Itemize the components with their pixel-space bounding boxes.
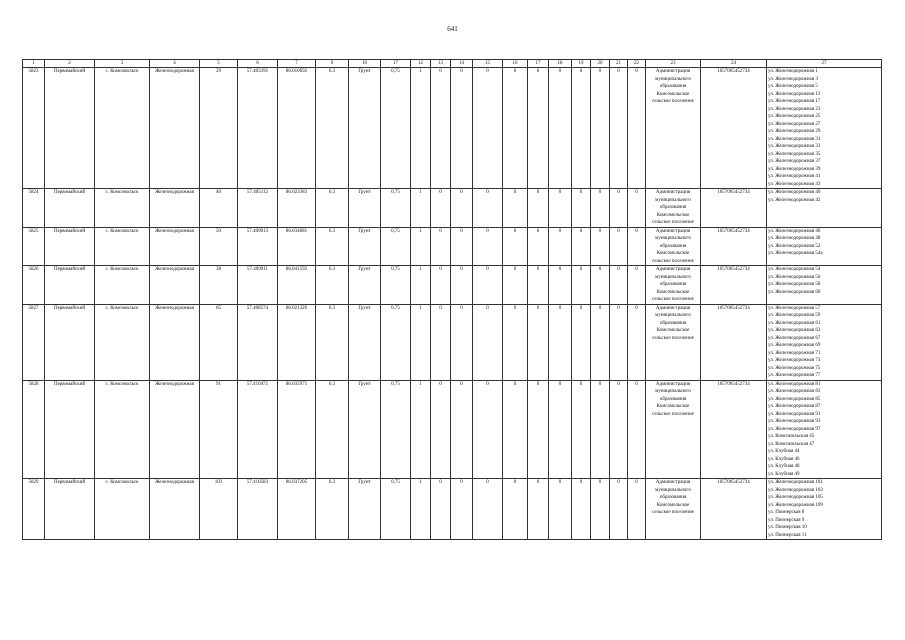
table-cell: 0 [572, 380, 591, 479]
address-item: ул. Железнодорожная 27 [768, 121, 821, 127]
column-number-header: 5 [200, 60, 238, 68]
table-cell: 0 [549, 189, 572, 228]
table-cell: Грунт [349, 227, 381, 266]
address-item: ул. Клубная 49 [768, 471, 800, 477]
address-item: ул. Железнодорожная 81 [768, 381, 821, 387]
table-cell: Первомайский [45, 479, 95, 540]
table-cell: Грунт [349, 479, 381, 540]
table-cell: 0 [451, 380, 473, 479]
table-cell: с. Комсомольск [95, 479, 150, 540]
table-cell: Первомайский [45, 266, 95, 305]
table-cell: 0 [628, 68, 646, 189]
table-cell: 0,75 [381, 479, 411, 540]
table-cell: 0 [610, 304, 628, 380]
table-cell: с. Комсомольск [95, 227, 150, 266]
table-cell: 6.3 [316, 68, 349, 189]
table-row [23, 380, 882, 479]
column-number-header: 22 [628, 60, 646, 68]
table-cell: 5823 [23, 68, 45, 189]
table-cell: 1057005452734 [701, 304, 767, 380]
table-cell: 0 [591, 227, 610, 266]
table-cell: 0 [610, 189, 628, 228]
table-cell: Администрация муниципального образования Комсомольское сельское поселение [646, 304, 701, 380]
table-cell: 0 [431, 68, 451, 189]
address-item: ул. Железнодорожная 37 [768, 159, 821, 164]
page-number: 641 [447, 25, 458, 33]
table-cell: 0 [591, 304, 610, 380]
table-cell: 1 [411, 266, 431, 305]
column-number-header: 15 [473, 60, 503, 68]
table-cell: 0 [503, 68, 528, 189]
table-cell: 86.021326 [278, 304, 316, 380]
address-item: ул. Железнодорожная 69 [768, 343, 821, 348]
table-cell: Железнодорожная [150, 266, 200, 305]
address-item: ул. Железнодорожная 17 [768, 99, 821, 104]
address-item: ул. Железнодорожная 1 [768, 69, 818, 74]
table-cell: 57.410583 [238, 479, 278, 540]
table-cell: с. Комсомольск [95, 380, 150, 479]
table-cell: 1057005452734 [701, 227, 767, 266]
table-cell: 86.037205 [278, 479, 316, 540]
address-item: ул. Клубная 48 [768, 464, 800, 469]
column-number-header: 18 [549, 60, 572, 68]
table-cell: 0,75 [381, 189, 411, 228]
address-item: ул. Железнодорожная 109 [768, 502, 823, 508]
table-cell: 57.409911 [238, 266, 278, 305]
table-cell: 86.041592 [278, 266, 316, 305]
table-cell: Железнодорожная [150, 380, 200, 479]
table-cell: 0 [528, 479, 549, 540]
address-item: ул. Железнодорожная 85 [768, 396, 821, 402]
table-row [23, 227, 882, 266]
table-cell: Первомайский [45, 189, 95, 228]
column-number-header: 16 [503, 60, 528, 68]
table-cell: 0 [528, 266, 549, 305]
address-list-cell [767, 227, 882, 266]
table-cell: 40 [200, 189, 238, 228]
table-cell: 65 [200, 304, 238, 380]
address-item: ул. Железнодорожная 31 [768, 136, 821, 142]
table-cell: 1 [411, 304, 431, 380]
table-cell: 1057005452734 [701, 380, 767, 479]
table-cell: 0 [473, 380, 503, 479]
address-item: ул. Пионерская 11 [768, 532, 807, 538]
address-item: ул. Пионерская 8 [768, 510, 805, 515]
address-item: ул. Железнодорожная 5 [768, 84, 818, 89]
address-list-cell [767, 68, 882, 189]
table-cell: Железнодорожная [150, 189, 200, 228]
table-cell: 6.3 [316, 189, 349, 228]
table-cell: Администрация муниципального образования Комсомольское сельское поселение [646, 189, 701, 228]
table-cell: 0 [549, 479, 572, 540]
table-cell: 0,75 [381, 304, 411, 380]
table-cell: 0,75 [381, 227, 411, 266]
address-item: ул. Комсомольская 45 [768, 434, 815, 439]
table-cell: 86.010692 [278, 68, 316, 189]
table-cell: 0 [549, 380, 572, 479]
column-number-header: 17 [528, 60, 549, 68]
table-cell: с. Комсомольск [95, 304, 150, 380]
table-cell: 0 [549, 68, 572, 189]
address-item: ул. Железнодорожная 67 [768, 335, 821, 341]
table-cell: 0,75 [381, 380, 411, 479]
table-cell: 0 [431, 304, 451, 380]
table-cell: 0 [628, 227, 646, 266]
table-cell: 0 [451, 304, 473, 380]
address-item: ул. Клубная 44 [768, 449, 800, 454]
address-item: ул. Железнодорожная 42 [768, 197, 821, 203]
address-item: ул. Железнодорожная 41 [768, 174, 821, 179]
address-list-cell [767, 266, 882, 305]
table-cell: Грунт [349, 380, 381, 479]
address-item: ул. Железнодорожная 52 [768, 243, 821, 249]
table-cell: с. Комсомольск [95, 266, 150, 305]
column-number-header: 10 [349, 60, 381, 68]
table-cell: 0 [591, 266, 610, 305]
column-number-header: 21 [610, 60, 628, 68]
column-number-header: 1 [23, 60, 45, 68]
table-cell: 0 [473, 304, 503, 380]
column-number-header: 7 [278, 60, 316, 68]
table-cell: 0 [610, 479, 628, 540]
table-cell: Грунт [349, 304, 381, 380]
address-item: ул. Железнодорожная 3 [768, 76, 818, 82]
table-cell: 0 [610, 380, 628, 479]
address-item: ул. Железнодорожная 46 [768, 228, 821, 234]
table-cell: 0 [431, 189, 451, 228]
table-cell: 0 [591, 189, 610, 228]
column-number-header: 12 [411, 60, 431, 68]
address-item: ул. Железнодорожная 58 [768, 282, 821, 287]
column-number-header: 4 [150, 60, 200, 68]
table-cell: 0 [451, 189, 473, 228]
table-cell: 0 [572, 189, 591, 228]
table-cell: 0 [591, 68, 610, 189]
address-item: ул. Железнодорожная 13 [768, 91, 821, 97]
table-cell: 29 [200, 68, 238, 189]
table-cell: Грунт [349, 189, 381, 228]
address-item: ул. Железнодорожная 105 [768, 495, 823, 500]
table-cell: Администрация муниципального образования Комсомольское сельское поселение [646, 266, 701, 305]
table-cell: 0 [503, 266, 528, 305]
address-item: ул. Железнодорожная 97 [768, 426, 821, 432]
address-item: ул. Клубная 46 [768, 456, 800, 462]
table-cell: 0 [431, 227, 451, 266]
column-number-header: 3 [95, 60, 150, 68]
address-item: ул. Железнодорожная 75 [768, 365, 821, 371]
table-cell: 0 [528, 189, 549, 228]
table-cell: 0 [503, 189, 528, 228]
table-cell: 86.035971 [278, 380, 316, 479]
column-number-header: 13 [431, 60, 451, 68]
column-number-header: 24 [701, 60, 767, 68]
address-list-cell [767, 479, 882, 540]
table-cell: Администрация муниципального образования Комсомольское сельское поселение [646, 68, 701, 189]
table-cell: 0 [451, 227, 473, 266]
address-item: ул. Железнодорожная 33 [768, 144, 821, 149]
table-cell: 0 [528, 68, 549, 189]
table-cell: 1057005452734 [701, 68, 767, 189]
address-item: ул. Железнодорожная 23 [768, 106, 821, 112]
address-item: ул. Железнодорожная 101 [768, 480, 823, 485]
table-cell: 5829 [23, 479, 45, 540]
address-item: ул. Железнодорожная 29 [768, 129, 821, 134]
table-cell: Грунт [349, 68, 381, 189]
table-cell: с. Комсомольск [95, 189, 150, 228]
table-cell: Первомайский [45, 380, 95, 479]
table-cell: 86.023383 [278, 189, 316, 228]
table-cell: 0 [572, 227, 591, 266]
table-cell: 0 [549, 227, 572, 266]
address-item: ул. Комсомольская 47 [768, 441, 815, 447]
table-cell: Железнодорожная [150, 68, 200, 189]
column-number-header: 27 [767, 60, 882, 68]
table-cell: 0 [628, 380, 646, 479]
address-item: ул. Железнодорожная 35 [768, 151, 821, 157]
table-cell: 0 [610, 266, 628, 305]
column-number-header: 19 [572, 60, 591, 68]
address-item: ул. Железнодорожная 87 [768, 404, 821, 409]
table-cell: 57.410471 [238, 380, 278, 479]
address-item: ул. Железнодорожная 48 [768, 236, 821, 241]
table-cell: 0 [503, 380, 528, 479]
table-cell: 1057005452734 [701, 189, 767, 228]
table-cell: 50 [200, 227, 238, 266]
table-cell: 86.034081 [278, 227, 316, 266]
table-cell: 0,75 [381, 68, 411, 189]
table-cell: 5825 [23, 227, 45, 266]
table-cell: 5826 [23, 266, 45, 305]
table-cell: 1 [411, 68, 431, 189]
table-cell: 0 [528, 304, 549, 380]
table-cell: 0 [451, 479, 473, 540]
table-row [23, 266, 882, 305]
column-number-header: 2 [45, 60, 95, 68]
table-cell: 1 [411, 189, 431, 228]
address-list-cell [767, 189, 882, 228]
column-number-header: 23 [646, 60, 701, 68]
address-item: ул. Пионерская 9 [768, 517, 805, 523]
table-cell: 0 [610, 227, 628, 266]
table-cell: 6.3 [316, 380, 349, 479]
table-cell: 57.403391 [238, 68, 278, 189]
table-cell: 57.405112 [238, 189, 278, 228]
table-cell: 103 [200, 479, 238, 540]
address-item: ул. Железнодорожная 77 [768, 373, 821, 378]
address-item: ул. Железнодорожная 63 [768, 328, 821, 333]
address-item: ул. Железнодорожная 59 [768, 313, 821, 318]
table-row [23, 68, 882, 189]
table-cell: 5827 [23, 304, 45, 380]
address-item: ул. Железнодорожная 25 [768, 114, 821, 119]
table-cell: 0 [591, 479, 610, 540]
table-row [23, 479, 882, 540]
table-cell: 0 [528, 380, 549, 479]
table-cell: 1 [411, 479, 431, 540]
address-item: ул. Железнодорожная 91 [768, 411, 821, 417]
table-cell: 6.3 [316, 479, 349, 540]
table-cell: 0 [572, 304, 591, 380]
address-item: ул. Железнодорожная 83 [768, 389, 821, 394]
table-cell: 0 [528, 227, 549, 266]
table-cell: 57.408574 [238, 304, 278, 380]
column-number-header: 14 [451, 60, 473, 68]
address-item: ул. Железнодорожная 61 [768, 320, 821, 326]
address-item: ул. Железнодорожная 56 [768, 274, 821, 280]
column-number-header: 17 [381, 60, 411, 68]
table-cell: 0 [572, 266, 591, 305]
table-cell: 0 [451, 68, 473, 189]
address-item: ул. Железнодорожная 71 [768, 350, 821, 356]
table-cell: 1057005452734 [701, 479, 767, 540]
table-cell: 0 [473, 68, 503, 189]
table-cell: 0 [451, 266, 473, 305]
table-cell: 1 [411, 380, 431, 479]
table-row [23, 304, 882, 380]
table-cell: Администрация муниципального образования Комсомольское сельское поселение [646, 479, 701, 540]
register-table [22, 59, 882, 540]
address-item: ул. Железнодорожная 54 [768, 267, 821, 272]
table-cell: 57.409013 [238, 227, 278, 266]
table-cell: 0 [628, 189, 646, 228]
address-list-cell [767, 380, 882, 479]
address-item: ул. Железнодорожная 103 [768, 487, 823, 493]
column-number-header: 6 [238, 60, 278, 68]
table-cell: 5828 [23, 380, 45, 479]
table-cell: Железнодорожная [150, 479, 200, 540]
table-cell: 0 [610, 68, 628, 189]
table-cell: 0 [628, 266, 646, 305]
table-cell: Грунт [349, 266, 381, 305]
column-number-header: 20 [591, 60, 610, 68]
address-item: ул. Железнодорожная 93 [768, 419, 821, 424]
table-cell: 0 [503, 227, 528, 266]
table-cell: Железнодорожная [150, 227, 200, 266]
table-cell: 0 [431, 380, 451, 479]
table-cell: Администрация муниципального образования Комсомольское сельское поселение [646, 227, 701, 266]
table-cell: 0 [503, 304, 528, 380]
table-cell: Администрация муниципального образования Комсомольское сельское поселение [646, 380, 701, 479]
table-cell: 0 [572, 68, 591, 189]
table-row [23, 189, 882, 228]
table-cell: 1 [411, 227, 431, 266]
address-list-cell [767, 304, 882, 380]
table-cell: с. Комсомольск [95, 68, 150, 189]
table-cell: 0 [591, 380, 610, 479]
address-item: ул. Железнодорожная 43 [768, 181, 821, 187]
address-item: ул. Железнодорожная 60 [768, 289, 821, 295]
table-cell: 6.3 [316, 304, 349, 380]
address-item: ул. Железнодорожная 73 [768, 358, 821, 363]
table-cell: 0 [549, 266, 572, 305]
table-cell: Первомайский [45, 227, 95, 266]
table-cell: 0 [628, 479, 646, 540]
address-item: ул. Пионерская 10 [768, 525, 807, 530]
table-cell: 0 [431, 479, 451, 540]
column-number-row [23, 60, 882, 68]
table-cell: 0 [473, 189, 503, 228]
address-item: ул. Железнодорожная 39 [768, 166, 821, 172]
table-cell: 0 [503, 479, 528, 540]
table-cell: 0 [549, 304, 572, 380]
column-number-header: 9 [316, 60, 349, 68]
table-cell: 0 [431, 266, 451, 305]
table-cell: 0 [628, 304, 646, 380]
table-cell: 38 [200, 266, 238, 305]
table-cell: 5824 [23, 189, 45, 228]
table-cell: Первомайский [45, 304, 95, 380]
table-cell: Железнодорожная [150, 304, 200, 380]
table-cell: 0,75 [381, 266, 411, 305]
table-cell: 6.3 [316, 266, 349, 305]
table-cell: 0 [572, 479, 591, 540]
table-cell: Первомайский [45, 68, 95, 189]
table-cell: 1057005452734 [701, 266, 767, 305]
table-cell: 91 [200, 380, 238, 479]
address-item: ул. Железнодорожная 40 [768, 190, 821, 195]
address-item: ул. Железнодорожная 54а [768, 251, 823, 256]
address-item: ул. Железнодорожная 57 [768, 305, 821, 311]
table-cell: 6.3 [316, 227, 349, 266]
table-cell: 0 [473, 227, 503, 266]
table-cell: 0 [473, 266, 503, 305]
table-cell: 0 [473, 479, 503, 540]
